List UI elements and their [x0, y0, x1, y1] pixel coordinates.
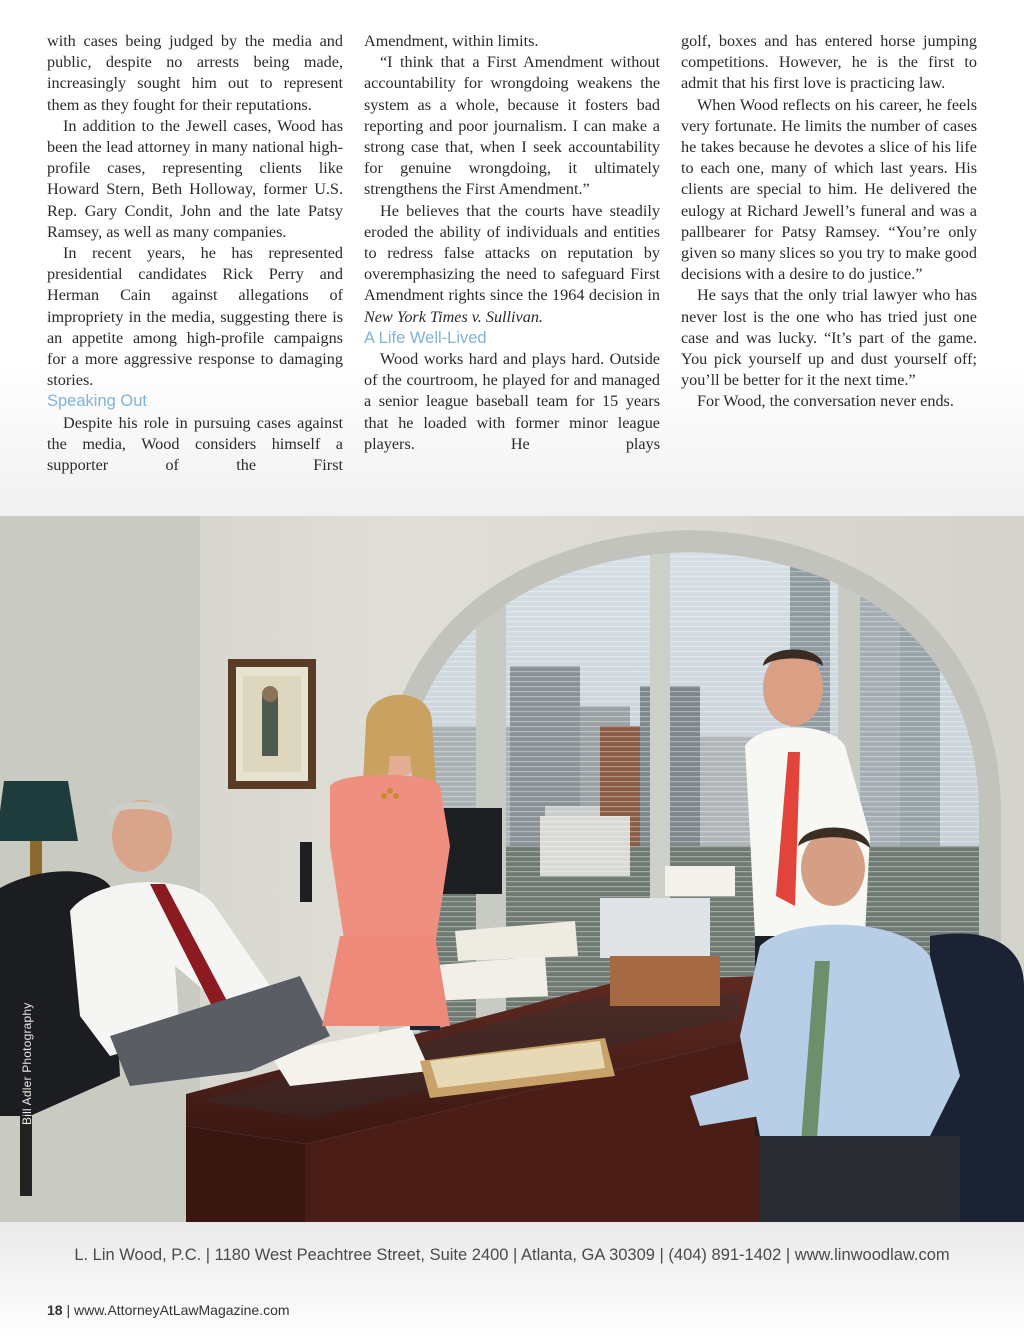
paragraph: In recent years, he has represented presidential candidates Rick Perry and Herman Cain against allegations of impropriety in the media, suggesting there is an appetite among high-profile campaigns for a more aggressive response to damaging stories.: [47, 244, 343, 390]
footer-separator: |: [66, 1302, 71, 1318]
paragraph: Despite his role in pursuing cases against the media, Wood considers himself a supporter of the First: [47, 413, 343, 475]
footer-website[interactable]: www.AttorneyAtLawMagazine.com: [74, 1302, 290, 1318]
paragraph: When Wood reflects on his career, he feels very fortunate. He limits the number of cases he takes because he devotes a slice of his life to each one, many of which last years. His clients are special to him. He delivered the eulogy at Richard Jewell’s funeral and was a pallbearer for Patsy Ramsey. “You’re only given so many slices so you try to make good decisions with a desire to do justice.”: [681, 95, 977, 284]
case-name: New York Times v. Sullivan.: [364, 307, 543, 326]
paragraph: He says that the only trial lawyer who has never lost is the one who has tried just one case and was lucky. “It’s part of the game. You pick yourself up and dust yourself off; you’ll be better for it the next time.”: [681, 286, 977, 390]
article-column-1: [47, 31, 343, 476]
paragraph: Wood works hard and plays hard. Outside of the courtroom, he played for and managed a senior league baseball team for 15 years that he loaded with former minor league players. He plays: [364, 350, 660, 453]
firm-contact-line: L. Lin Wood, P.C. | 1180 West Peachtree Street, Suite 2400 | Atlanta, GA 30309 | (404) 891-1402 | www.linwoodlaw.com: [74, 1246, 950, 1264]
article-column-3: [681, 31, 977, 413]
paragraph: with cases being judged by the media and public, despite no arrests being made, increasingly sought him out to represent them as they fought for their reputations.: [47, 32, 343, 114]
section-heading-life-well-lived: A Life Well-Lived: [364, 328, 487, 347]
page-footer: [47, 1302, 290, 1318]
office-group-photo: [0, 516, 1024, 1222]
paragraph: [364, 201, 660, 328]
paragraph-text: He believes that the courts have steadily eroded the ability of individuals and entities to redress false attacks on reputation by overemphasizing the need to safeguard First Amendment rights since the 1964 decision in: [364, 201, 660, 305]
photo-credit: Bill Adler Photography: [20, 1002, 34, 1125]
article-column-2: [364, 31, 660, 455]
paragraph: In addition to the Jewell cases, Wood has been the lead attorney in many national high-profile cases, representing clients like Howard Stern, Beth Holloway, former U.S. Rep. Gary Condit, John and the late Patsy Ramsey, as well as many companies.: [47, 116, 343, 241]
section-heading-speaking-out: Speaking Out: [47, 392, 147, 411]
contact-band: [0, 1222, 1024, 1339]
paragraph: golf, boxes and has entered horse jumping competitions. However, he is the first to admit that his first love is practicing law.: [681, 32, 977, 93]
paragraph: “I think that a First Amendment without accountability for wrongdoing weakens the system as a whole, because it fosters bad reporting and poor journalism. I can make a strong case that, when I seek accountability for genuine wrongdoing, it ultimately strengthens the First Amendment.”: [364, 53, 660, 199]
page-number: 18: [47, 1302, 63, 1318]
paragraph: For Wood, the conversation never ends.: [697, 392, 954, 411]
paragraph: Amendment, within limits.: [364, 32, 539, 50]
